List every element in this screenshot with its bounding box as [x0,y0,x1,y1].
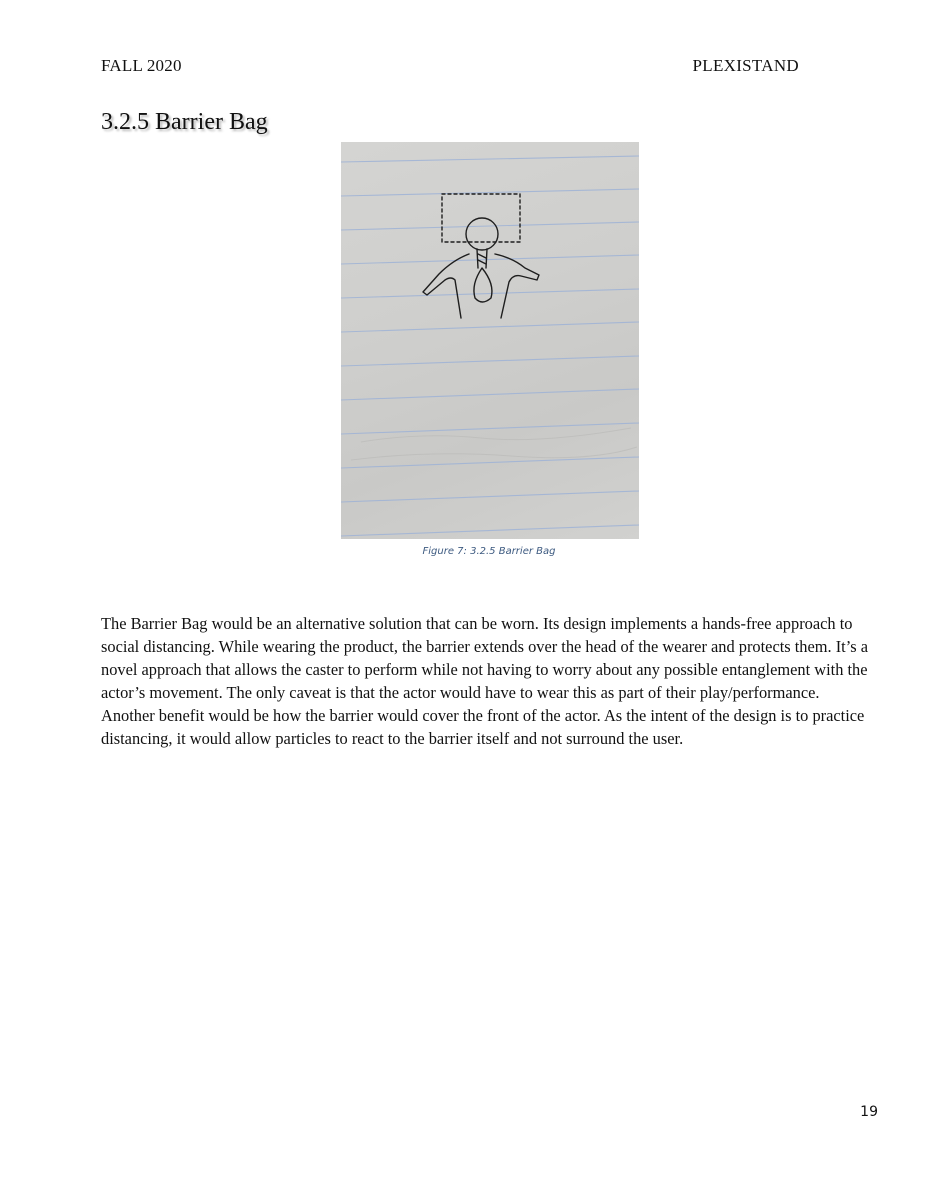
header-project-name: PLEXISTAND [692,56,799,75]
sketch-bag [474,268,492,302]
header-semester: FALL 2020 [101,56,182,75]
body-paragraph: The Barrier Bag would be an alternative solution that can be worn. Its design implements a hands-free approach to social distancing. While wearing the product, the barrier extends over the head of the wearer and protects them. It’s a novel approach that allows the caster to perform while not having to worry about any possible entanglement with the actor’s movement. The only caveat is that the actor would have to wear this as part of their play/performance. Another benefit would be how the barrier would cover the front of the actor. As the intent of the design is to practice distancing, it would allow particles to react to the barrier itself and not surround the user. [101,614,869,748]
barrier-bag-sketch [423,194,539,318]
sketch-head [466,218,498,250]
figure-sketch-photo [341,142,639,539]
paper-creases [351,428,637,460]
section-heading: 3.2.5 Barrier Bag [101,109,268,135]
page-number: 19 [860,1104,878,1120]
figure-caption: Figure 7: 3.2.5 Barrier Bag [422,546,556,557]
sketch-drawing [341,142,639,539]
notebook-rules [341,156,639,536]
